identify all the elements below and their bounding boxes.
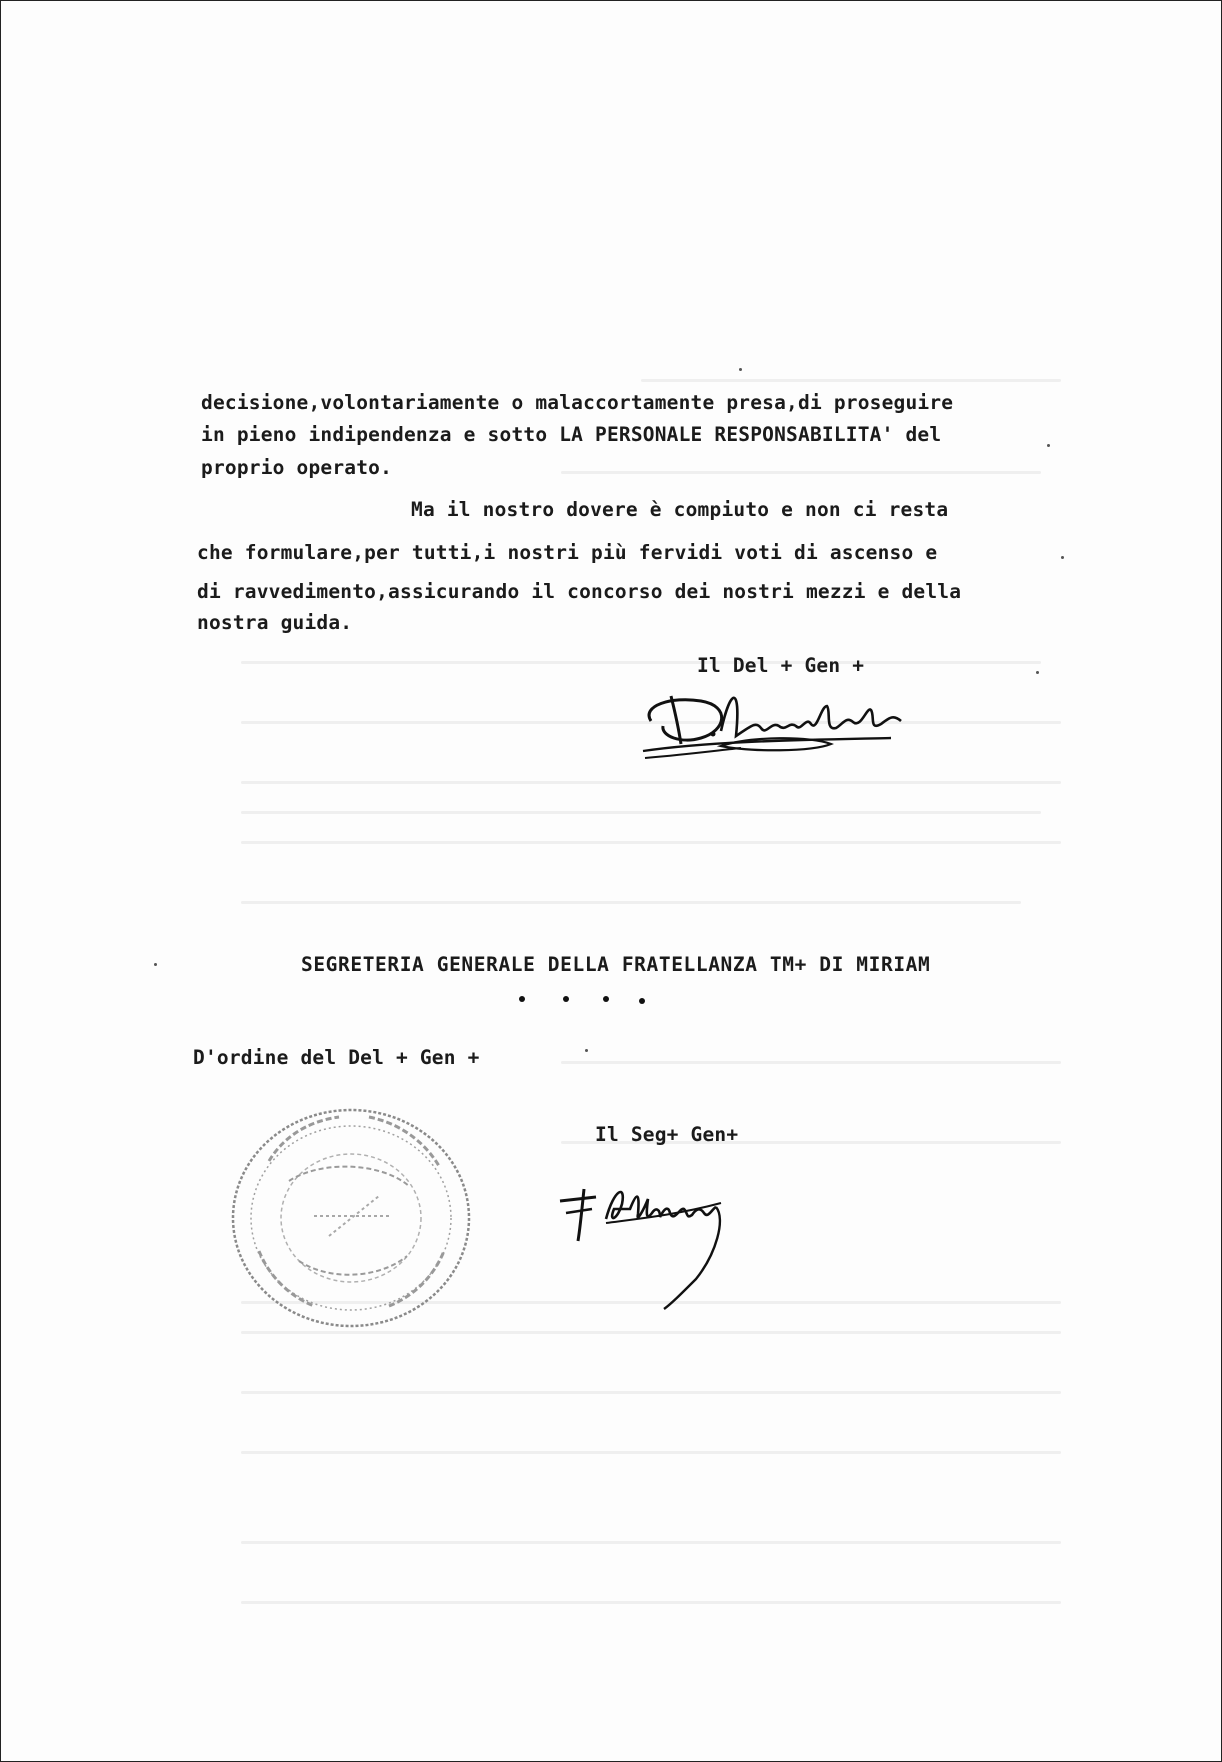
show-through — [241, 1541, 1061, 1544]
letter-line: decisione,volontariamente o malaccortamente presa,di proseguire — [201, 391, 954, 414]
speck — [585, 1049, 588, 1052]
show-through — [241, 811, 1041, 814]
show-through — [241, 781, 1061, 784]
signature-first — [631, 666, 951, 766]
speck — [1036, 671, 1039, 674]
separator-dot — [639, 998, 645, 1004]
letter-line: Ma il nostro dovere è compiuto e non ci resta — [411, 498, 949, 521]
seal-stamp — [229, 1101, 479, 1331]
secretariat-heading: SEGRETERIA GENERALE DELLA FRATELLANZA TM+ DI MIRIAM — [301, 953, 931, 976]
show-through — [561, 1061, 1061, 1064]
letter-line: che formulare,per tutti,i nostri più fervidi voti di ascenso e — [197, 541, 938, 564]
speck — [154, 963, 157, 966]
show-through — [241, 1451, 1061, 1454]
separator-dot — [519, 996, 525, 1002]
letter-line: di ravvedimento,assicurando il concorso dei nostri mezzi e della — [197, 580, 962, 603]
show-through — [241, 1331, 1061, 1334]
speck — [739, 368, 742, 371]
signature-second — [556, 1179, 786, 1319]
speck — [1047, 444, 1050, 447]
signer-title: Il Del + Gen + — [697, 654, 865, 677]
separator-dot — [603, 996, 609, 1002]
show-through — [241, 1391, 1061, 1394]
show-through — [241, 661, 1041, 664]
letter-line: in pieno indipendenza e sotto LA PERSONALE RESPONSABILITA' del — [201, 423, 942, 446]
show-through — [561, 471, 1041, 474]
show-through — [641, 379, 1061, 382]
show-through — [241, 841, 1061, 844]
separator-dot — [563, 996, 569, 1002]
show-through — [241, 901, 1021, 904]
show-through — [241, 1601, 1061, 1604]
order-line: D'ordine del Del + Gen + — [193, 1046, 480, 1069]
letter-line: nostra guida. — [197, 611, 353, 634]
secretary-title: Il Seg+ Gen+ — [595, 1123, 739, 1146]
speck — [1061, 556, 1064, 559]
letter-line: proprio operato. — [201, 456, 393, 479]
